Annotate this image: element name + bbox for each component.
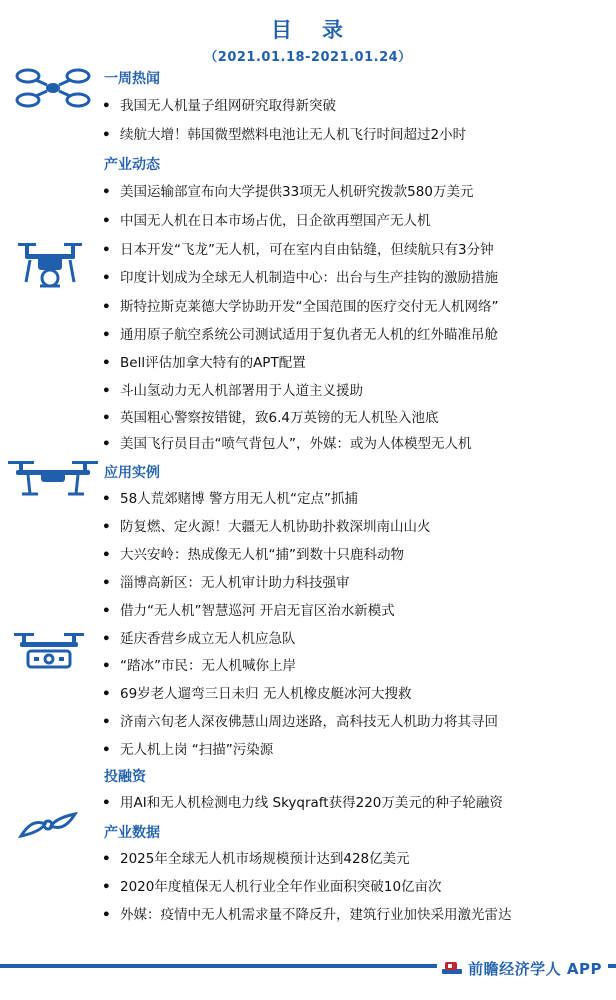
section-title-hot-news: 一周热闻 <box>104 71 160 87</box>
bullet: • <box>102 242 111 258</box>
bullet: • <box>102 127 111 143</box>
bullet: • <box>102 410 111 426</box>
bullet: • <box>102 327 111 343</box>
list-item[interactable] <box>102 182 606 202</box>
list-item[interactable] <box>102 712 606 732</box>
item-text: 无人机上岗 “扫描”污染源 <box>120 742 274 758</box>
bullet: • <box>102 742 111 758</box>
item-text: 印度计划成为全球无人机制造中心：出台与生产挂钩的激励措施 <box>120 270 498 286</box>
item-text: 外媒：疫情中无人机需求量不降反升，建筑行业加快采用激光雷达 <box>120 907 512 923</box>
item-text: 日本开发“飞龙”无人机，可在室内自由钻缝，但续航只有3分钟 <box>120 242 494 258</box>
list-item[interactable] <box>102 877 606 897</box>
item-text: 续航大增！韩国微型燃料电池让无人机飞行时间超过2小时 <box>120 127 467 143</box>
bullet: • <box>102 184 111 200</box>
list-item[interactable] <box>102 740 606 760</box>
list-item[interactable] <box>102 573 606 593</box>
list-item[interactable] <box>102 517 606 537</box>
item-text: 大兴安岭：热成像无人机“捕”到数十只鹿科动物 <box>120 547 404 563</box>
item-text: “踏冰”市民：无人机喊你上岸 <box>120 658 296 674</box>
thermal-drone-icon <box>14 631 84 671</box>
bullet: • <box>102 631 111 647</box>
item-text: 2025年全球无人机市场规模预计达到428亿美元 <box>120 851 410 867</box>
bullet: • <box>102 603 111 619</box>
bullet: • <box>102 383 111 399</box>
list-item[interactable] <box>102 408 606 428</box>
list-item[interactable] <box>102 240 606 260</box>
brand-logo-icon <box>441 960 463 976</box>
bullet: • <box>102 270 111 286</box>
item-text: 济南六旬老人深夜佛慧山周边迷路，高科技无人机助力将其寻回 <box>120 714 498 730</box>
item-text: 美国飞行员目击“喷气背包人”，外媒：或为人体模型无人机 <box>120 436 472 452</box>
list-item[interactable] <box>102 434 606 454</box>
list-item[interactable] <box>102 297 606 317</box>
list-item[interactable] <box>102 545 606 565</box>
bullet: • <box>102 547 111 563</box>
list-item[interactable] <box>102 96 606 116</box>
bullet: • <box>102 491 111 507</box>
list-item[interactable] <box>102 656 606 676</box>
item-text: 通用原子航空系统公司测试适用于复仇者无人机的红外瞄准吊舱 <box>120 327 498 343</box>
bullet: • <box>102 519 111 535</box>
list-item[interactable] <box>102 268 606 288</box>
propeller-icon <box>18 810 78 840</box>
item-text: 斗山氢动力无人机部署用于人道主义援助 <box>120 383 363 399</box>
list-item[interactable] <box>102 601 606 621</box>
bullet: • <box>102 299 111 315</box>
bullet: • <box>102 714 111 730</box>
bullet: • <box>102 98 111 114</box>
item-text: 我国无人机量子组网研究取得新突破 <box>120 98 336 114</box>
list-item[interactable] <box>102 211 606 231</box>
bullet: • <box>102 795 111 811</box>
list-item[interactable] <box>102 849 606 869</box>
item-text: 防复燃、定火源！大疆无人机协助扑救深圳南山山火 <box>120 519 431 535</box>
section-title-applications: 应用实例 <box>104 465 160 481</box>
section-title-industry-data: 产业数据 <box>104 825 160 841</box>
list-item[interactable] <box>102 125 606 145</box>
bullet: • <box>102 436 111 452</box>
item-text: 英国粗心警察按错键，致6.4万英镑的无人机坠入池底 <box>120 410 439 426</box>
item-text: 美国运输部宣布向大学提供33项无人机研究拨款580万美元 <box>120 184 474 200</box>
title-char-1: 目 <box>271 18 294 42</box>
item-text: 2020年度植保无人机行业全年作业面积突破10亿亩次 <box>120 879 442 895</box>
item-text: 69岁老人遛弯三日未归 无人机橡皮艇冰河大搜救 <box>120 686 412 702</box>
list-item[interactable] <box>102 381 606 401</box>
item-text: Bell评估加拿大特有的APT配置 <box>120 355 306 371</box>
list-item[interactable] <box>102 905 606 925</box>
section-title-investment: 投融资 <box>104 769 146 785</box>
list-item[interactable] <box>102 489 606 509</box>
brand-name: 前瞻经济学人 APP <box>468 959 602 978</box>
bullet: • <box>102 879 111 895</box>
list-item[interactable] <box>102 793 606 813</box>
list-item[interactable] <box>102 629 606 649</box>
drone-side-icon <box>8 458 98 498</box>
bullet: • <box>102 907 111 923</box>
page-title <box>0 14 616 44</box>
title-char-2: 录 <box>322 18 345 42</box>
section-title-industry-news: 产业动态 <box>104 157 160 173</box>
list-item[interactable] <box>102 684 606 704</box>
bullet: • <box>102 575 111 591</box>
bullet: • <box>102 213 111 229</box>
bullet: • <box>102 686 111 702</box>
footer-brand <box>437 956 608 980</box>
date-range: （2021.01.18-2021.01.24） <box>204 50 412 65</box>
item-text: 借力“无人机”智慧巡河 开启无盲区治水新模式 <box>120 603 395 619</box>
bullet: • <box>102 658 111 674</box>
item-text: 58人荒郊赌博 警方用无人机“定点”抓捕 <box>120 491 358 507</box>
bullet: • <box>102 355 111 371</box>
item-text: 用AI和无人机检测电力线 Skyqraft获得220万美元的种子轮融资 <box>120 795 503 811</box>
item-text: 斯特拉斯克莱德大学协助开发“全国范围的医疗交付无人机网络” <box>120 299 499 315</box>
list-item[interactable] <box>102 325 606 345</box>
bullet: • <box>102 851 111 867</box>
item-text: 淄博高新区：无人机审计助力科技强审 <box>120 575 350 591</box>
item-text: 延庆香营乡成立无人机应急队 <box>120 631 296 647</box>
list-item[interactable] <box>102 353 606 373</box>
camera-drone-icon <box>16 240 84 292</box>
quadcopter-top-icon <box>14 66 92 110</box>
item-text: 中国无人机在日本市场占优，日企欲再塑国产无人机 <box>120 213 431 229</box>
